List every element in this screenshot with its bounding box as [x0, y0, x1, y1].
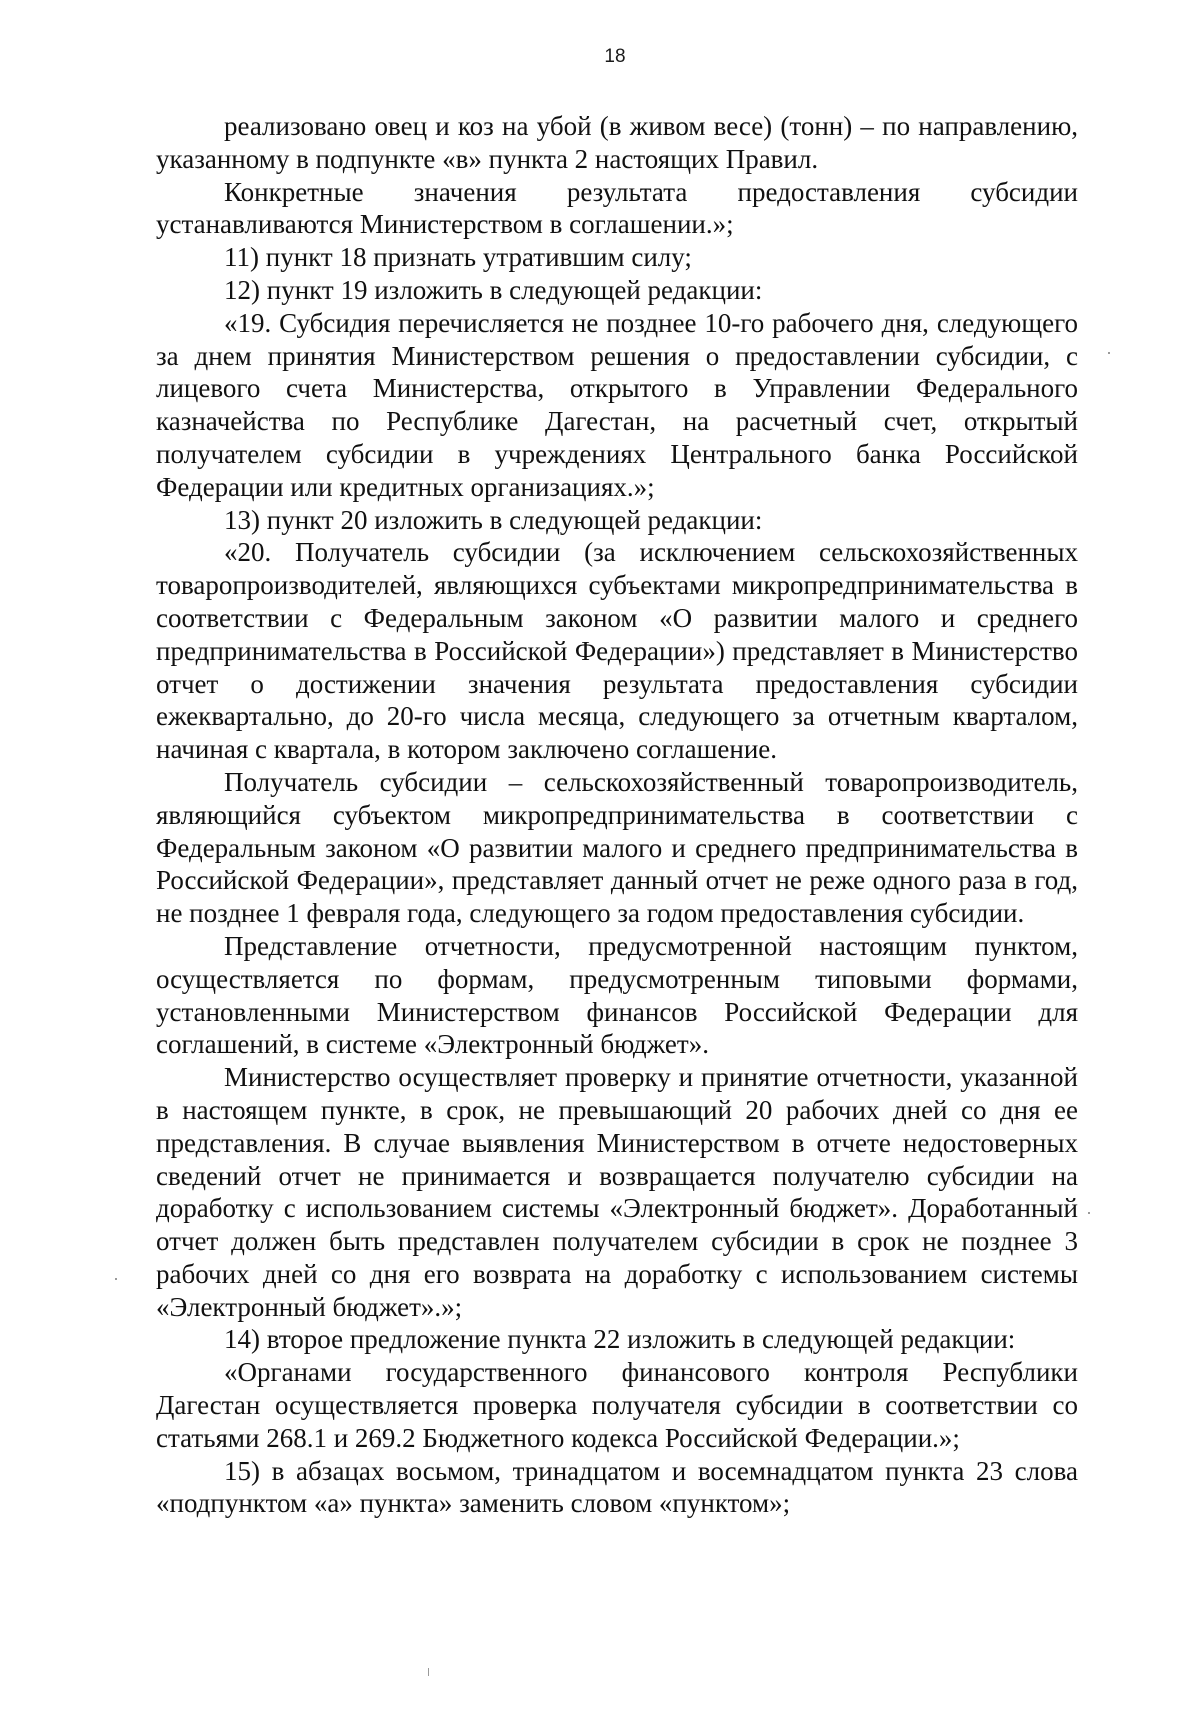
paragraph-9: Представление отчетности, предусмотренной настоящим пунктом, осуществляется по формам, предусмотренным типовыми формами, установленными Министерством финансов Российской Федерации для соглашений, в системе «Электронный бюджет».	[156, 930, 1078, 1060]
paragraph-11: 14) второе предложение пункта 22 изложить в следующей редакции:	[224, 1324, 1016, 1355]
page-number: 18	[604, 46, 626, 67]
scan-speck	[115, 1278, 117, 1280]
paragraph-13: 15) в абзацах восьмом, тринадцатом и восемнадцатом пункта 23 слова «подпунктом «а» пункта» заменить словом «пунктом»;	[156, 1455, 1078, 1519]
paragraph-6: 13) пункт 20 изложить в следующей редакции:	[224, 504, 763, 535]
paragraph-8: Получатель субсидии – сельскохозяйственный товаропроизводитель, являющийся субъектом микропредпринимательства в соответствии с Федеральным законом «О развитии малого и среднего предпринимательства в Российской Федерации», представляет данный отчет не реже одного раза в год, не позднее 1 февраля года, следующего за годом предоставления субсидии.	[156, 766, 1078, 929]
paragraph-7: «20. Получатель субсидии (за исключением сельскохозяйственных товаропроизводителей, являющихся субъектами микропредпринимательства в соответствии с Федеральным законом «О развитии малого и среднего предпринимательства в Российской Федерации») представляет в Министерство отчет о достижении значения результата предоставления субсидии ежеквартально, до 20-го числа месяца, следующего за отчетным кварталом, начиная с квартала, в котором заключено соглашение.	[156, 537, 1078, 765]
paragraph-10: Министерство осуществляет проверку и принятие отчетности, указанной в настоящем пункте, в срок, не превышающий 20 рабочих дней со дня ее представления. В случае выявления Министерством в отчете недостоверных сведений отчет не принимается и возвращается получателю субсидии на доработку с использованием системы «Электронный бюджет». Доработанный отчет должен быть представлен получателем субсидии в срок не позднее 3 рабочих дней со дня его возврата на доработку с использованием системы «Электронный бюджет».»;	[156, 1062, 1078, 1322]
paragraph-4: 12) пункт 19 изложить в следующей редакции:	[224, 274, 763, 305]
paragraph-12: «Органами государственного финансового контроля Республики Дагестан осуществляется проверка получателя субсидии в соответствии со статьями 268.1 и 269.2 Бюджетного кодекса Российской Федерации.»;	[156, 1357, 1078, 1453]
scan-speck	[1108, 352, 1110, 354]
document-body	[156, 110, 1078, 1520]
paragraph-2: Конкретные значения результата предоставления субсидии устанавливаются Министерством в соглашении.»;	[156, 176, 1078, 240]
scan-speck	[428, 1668, 429, 1676]
paragraph-1: реализовано овец и коз на убой (в живом весе) (тонн) – по направлению, указанному в подпункте «в» пункта 2 настоящих Правил.	[156, 111, 1078, 174]
paragraph-5: «19. Субсидия перечисляется не позднее 10-го рабочего дня, следующего за днем принятия Министерством решения о предоставлении субсидии, с лицевого счета Министерства, открытого в Управлении Федерального казначейства по Республике Дагестан, на расчетный счет, открытый получателем субсидии в учреждениях Центрального банка Российской Федерации или кредитных организациях.»;	[156, 307, 1078, 502]
paragraph-3: 11) пункт 18 признать утратившим силу;	[224, 242, 692, 273]
scan-speck	[1088, 1212, 1090, 1214]
